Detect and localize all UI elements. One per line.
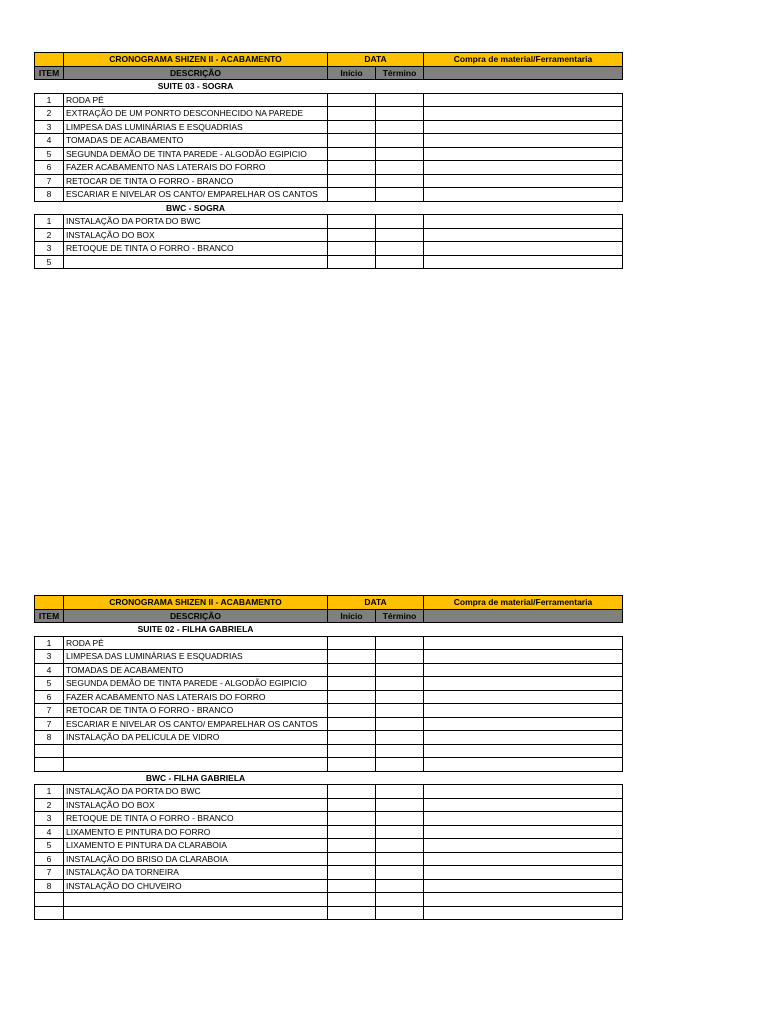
section-material-cell	[424, 201, 623, 215]
col-end-header: Término	[376, 609, 424, 623]
item-number: 1	[35, 636, 64, 650]
end-date-cell	[376, 758, 424, 772]
start-date-cell	[328, 636, 376, 650]
item-number	[35, 906, 64, 920]
sheet-title: CRONOGRAMA SHIZEN II - ACABAMENTO	[64, 53, 328, 67]
title-row	[35, 53, 623, 67]
item-number: 1	[35, 93, 64, 107]
material-cell	[424, 798, 623, 812]
item-number: 6	[35, 690, 64, 704]
table-row	[35, 852, 623, 866]
material-cell	[424, 188, 623, 202]
material-header: Compra de material/Ferramentaria	[424, 596, 623, 610]
item-number: 5	[35, 677, 64, 691]
item-description: TOMADAS DE ACABAMENTO	[64, 134, 328, 148]
start-date-cell	[328, 215, 376, 229]
table-row	[35, 120, 623, 134]
item-description: LIXAMENTO E PINTURA DO FORRO	[64, 825, 328, 839]
start-date-cell	[328, 744, 376, 758]
table-row	[35, 717, 623, 731]
start-date-cell	[328, 704, 376, 718]
material-cell	[424, 717, 623, 731]
end-date-cell	[376, 798, 424, 812]
col-material-cell	[424, 66, 623, 80]
end-date-cell	[376, 812, 424, 826]
section-header-row	[35, 623, 623, 637]
table-row	[35, 636, 623, 650]
item-description: INSTALAÇÃO DA PORTA DO BWC	[64, 215, 328, 229]
start-date-cell	[328, 174, 376, 188]
material-cell	[424, 731, 623, 745]
table-row	[35, 906, 623, 920]
col-desc-header: DESCRIÇÃO	[64, 609, 328, 623]
material-cell	[424, 677, 623, 691]
col-item-header: ITEM	[35, 66, 64, 80]
section-item-cell	[35, 623, 64, 637]
item-description: FAZER ACABAMENTO NAS LATERAIS DO FORRO	[64, 690, 328, 704]
end-date-cell	[376, 650, 424, 664]
table-row	[35, 866, 623, 880]
table-row	[35, 785, 623, 799]
material-cell	[424, 174, 623, 188]
end-date-cell	[376, 879, 424, 893]
section-material-cell	[424, 771, 623, 785]
section-end-cell	[376, 623, 424, 637]
end-date-cell	[376, 174, 424, 188]
material-cell	[424, 215, 623, 229]
item-description: EXTRAÇÃO DE UM PONRTO DESCONHECIDO NA PAREDE	[64, 107, 328, 121]
table-row	[35, 879, 623, 893]
material-cell	[424, 636, 623, 650]
section-title: BWC - FILHA GABRIELA	[64, 771, 328, 785]
item-number: 1	[35, 785, 64, 799]
material-cell	[424, 704, 623, 718]
material-cell	[424, 812, 623, 826]
date-header: DATA	[328, 596, 424, 610]
item-number: 4	[35, 134, 64, 148]
start-date-cell	[328, 785, 376, 799]
end-date-cell	[376, 663, 424, 677]
item-number: 4	[35, 825, 64, 839]
material-cell	[424, 866, 623, 880]
table-row	[35, 744, 623, 758]
item-description: FAZER ACABAMENTO NAS LATERAIS DO FORRO	[64, 161, 328, 175]
material-cell	[424, 690, 623, 704]
table-row	[35, 228, 623, 242]
table-row	[35, 650, 623, 664]
start-date-cell	[328, 852, 376, 866]
item-description: RETOQUE DE TINTA O FORRO - BRANCO	[64, 812, 328, 826]
item-description	[64, 906, 328, 920]
sheet-title: CRONOGRAMA SHIZEN II - ACABAMENTO	[64, 596, 328, 610]
schedule-table-suite-02	[34, 595, 623, 920]
material-cell	[424, 93, 623, 107]
start-date-cell	[328, 161, 376, 175]
item-number	[35, 758, 64, 772]
start-date-cell	[328, 906, 376, 920]
item-description	[64, 758, 328, 772]
end-date-cell	[376, 161, 424, 175]
end-date-cell	[376, 744, 424, 758]
start-date-cell	[328, 147, 376, 161]
item-number: 8	[35, 879, 64, 893]
end-date-cell	[376, 690, 424, 704]
item-description: INSTALAÇÃO DA TORNEIRA	[64, 866, 328, 880]
title-spacer	[35, 596, 64, 610]
col-start-header: Início	[328, 66, 376, 80]
table-row	[35, 255, 623, 269]
end-date-cell	[376, 215, 424, 229]
item-number: 2	[35, 107, 64, 121]
start-date-cell	[328, 825, 376, 839]
end-date-cell	[376, 839, 424, 853]
item-number: 5	[35, 255, 64, 269]
col-start-header: Início	[328, 609, 376, 623]
title-spacer	[35, 53, 64, 67]
start-date-cell	[328, 731, 376, 745]
section-start-cell	[328, 201, 376, 215]
material-cell	[424, 228, 623, 242]
section-end-cell	[376, 80, 424, 94]
start-date-cell	[328, 134, 376, 148]
table-row	[35, 704, 623, 718]
end-date-cell	[376, 228, 424, 242]
end-date-cell	[376, 677, 424, 691]
table-row	[35, 812, 623, 826]
section-title: BWC - SOGRA	[64, 201, 328, 215]
section-header-row	[35, 80, 623, 94]
item-number: 7	[35, 866, 64, 880]
item-number: 6	[35, 161, 64, 175]
item-number: 1	[35, 215, 64, 229]
section-item-cell	[35, 80, 64, 94]
end-date-cell	[376, 717, 424, 731]
material-cell	[424, 120, 623, 134]
end-date-cell	[376, 147, 424, 161]
material-cell	[424, 161, 623, 175]
item-description: LIMPESA DAS LUMINÁRIAS E ESQUADRIAS	[64, 120, 328, 134]
start-date-cell	[328, 812, 376, 826]
start-date-cell	[328, 93, 376, 107]
material-cell	[424, 852, 623, 866]
material-cell	[424, 758, 623, 772]
item-number: 7	[35, 704, 64, 718]
start-date-cell	[328, 650, 376, 664]
table-row	[35, 839, 623, 853]
start-date-cell	[328, 879, 376, 893]
table-row	[35, 690, 623, 704]
item-description: ESCARIAR E NIVELAR OS CANTO/ EMPARELHAR OS CANTOS	[64, 717, 328, 731]
start-date-cell	[328, 228, 376, 242]
item-number: 5	[35, 839, 64, 853]
item-description	[64, 255, 328, 269]
section-end-cell	[376, 201, 424, 215]
material-cell	[424, 825, 623, 839]
item-number: 4	[35, 663, 64, 677]
table-row	[35, 93, 623, 107]
section-material-cell	[424, 80, 623, 94]
material-cell	[424, 650, 623, 664]
item-number: 7	[35, 174, 64, 188]
table-row	[35, 134, 623, 148]
material-cell	[424, 744, 623, 758]
end-date-cell	[376, 852, 424, 866]
item-description: INSTALAÇÃO DA PELICULA DE VIDRO	[64, 731, 328, 745]
section-end-cell	[376, 771, 424, 785]
end-date-cell	[376, 906, 424, 920]
col-material-cell	[424, 609, 623, 623]
column-header-row	[35, 66, 623, 80]
col-end-header: Término	[376, 66, 424, 80]
section-header-row	[35, 201, 623, 215]
date-header: DATA	[328, 53, 424, 67]
section-start-cell	[328, 771, 376, 785]
end-date-cell	[376, 731, 424, 745]
material-cell	[424, 663, 623, 677]
material-cell	[424, 255, 623, 269]
start-date-cell	[328, 690, 376, 704]
end-date-cell	[376, 120, 424, 134]
column-header-row	[35, 609, 623, 623]
material-header: Compra de material/Ferramentaria	[424, 53, 623, 67]
table-row	[35, 825, 623, 839]
start-date-cell	[328, 798, 376, 812]
material-cell	[424, 107, 623, 121]
end-date-cell	[376, 866, 424, 880]
start-date-cell	[328, 758, 376, 772]
section-item-cell	[35, 201, 64, 215]
material-cell	[424, 839, 623, 853]
schedule-table-suite-03	[34, 52, 623, 269]
item-number: 5	[35, 147, 64, 161]
start-date-cell	[328, 866, 376, 880]
start-date-cell	[328, 120, 376, 134]
item-description: ESCARIAR E NIVELAR OS CANTO/ EMPARELHAR OS CANTOS	[64, 188, 328, 202]
item-description: SEGUNDA DEMÃO DE TINTA PAREDE - ALGODÃO EGIPICIO	[64, 147, 328, 161]
item-description: INSTALAÇÃO DO BRISO DA CLARABOIA	[64, 852, 328, 866]
material-cell	[424, 785, 623, 799]
table-row	[35, 107, 623, 121]
item-number: 8	[35, 731, 64, 745]
end-date-cell	[376, 636, 424, 650]
section-start-cell	[328, 623, 376, 637]
table-row	[35, 147, 623, 161]
end-date-cell	[376, 785, 424, 799]
material-cell	[424, 242, 623, 256]
item-number: 3	[35, 120, 64, 134]
table-row	[35, 188, 623, 202]
table-row	[35, 758, 623, 772]
start-date-cell	[328, 839, 376, 853]
section-material-cell	[424, 623, 623, 637]
start-date-cell	[328, 663, 376, 677]
item-number: 3	[35, 812, 64, 826]
section-header-row	[35, 771, 623, 785]
col-desc-header: DESCRIÇÃO	[64, 66, 328, 80]
item-number: 3	[35, 242, 64, 256]
start-date-cell	[328, 893, 376, 907]
item-number: 8	[35, 188, 64, 202]
item-number: 6	[35, 852, 64, 866]
item-number: 7	[35, 717, 64, 731]
end-date-cell	[376, 893, 424, 907]
material-cell	[424, 147, 623, 161]
material-cell	[424, 879, 623, 893]
end-date-cell	[376, 134, 424, 148]
end-date-cell	[376, 107, 424, 121]
table-row	[35, 215, 623, 229]
table-row	[35, 731, 623, 745]
title-row	[35, 596, 623, 610]
start-date-cell	[328, 255, 376, 269]
item-description: RETOCAR DE TINTA O FORRO - BRANCO	[64, 174, 328, 188]
item-description: RETOQUE DE TINTA O FORRO - BRANCO	[64, 242, 328, 256]
item-description: INSTALAÇÃO DO CHUVEIRO	[64, 879, 328, 893]
item-description: LIXAMENTO E PINTURA DA CLARABOIA	[64, 839, 328, 853]
end-date-cell	[376, 188, 424, 202]
end-date-cell	[376, 242, 424, 256]
start-date-cell	[328, 677, 376, 691]
table-row	[35, 242, 623, 256]
start-date-cell	[328, 188, 376, 202]
end-date-cell	[376, 255, 424, 269]
section-title: SUITE 03 - SOGRA	[64, 80, 328, 94]
start-date-cell	[328, 242, 376, 256]
start-date-cell	[328, 107, 376, 121]
item-description: TOMADAS DE ACABAMENTO	[64, 663, 328, 677]
item-description: LIMPESA DAS LUMINÁRIAS E ESQUADRIAS	[64, 650, 328, 664]
col-item-header: ITEM	[35, 609, 64, 623]
item-description: INSTALAÇÃO DO BOX	[64, 228, 328, 242]
table-row	[35, 161, 623, 175]
material-cell	[424, 906, 623, 920]
table-row	[35, 893, 623, 907]
item-number: 2	[35, 798, 64, 812]
item-description: RODA PÉ	[64, 636, 328, 650]
item-description: RETOCAR DE TINTA O FORRO - BRANCO	[64, 704, 328, 718]
start-date-cell	[328, 717, 376, 731]
end-date-cell	[376, 93, 424, 107]
table-row	[35, 663, 623, 677]
material-cell	[424, 893, 623, 907]
table-row	[35, 798, 623, 812]
material-cell	[424, 134, 623, 148]
end-date-cell	[376, 704, 424, 718]
section-item-cell	[35, 771, 64, 785]
item-description	[64, 893, 328, 907]
section-title: SUITE 02 - FILHA GABRIELA	[64, 623, 328, 637]
item-description: SEGUNDA DEMÃO DE TINTA PAREDE - ALGODÃO EGIPICIO	[64, 677, 328, 691]
item-number: 3	[35, 650, 64, 664]
item-number: 2	[35, 228, 64, 242]
table-row	[35, 174, 623, 188]
table-row	[35, 677, 623, 691]
item-description	[64, 744, 328, 758]
item-description: RODA PÉ	[64, 93, 328, 107]
section-start-cell	[328, 80, 376, 94]
item-number	[35, 744, 64, 758]
item-number	[35, 893, 64, 907]
item-description: INSTALAÇÃO DO BOX	[64, 798, 328, 812]
end-date-cell	[376, 825, 424, 839]
item-description: INSTALAÇÃO DA PORTA DO BWC	[64, 785, 328, 799]
